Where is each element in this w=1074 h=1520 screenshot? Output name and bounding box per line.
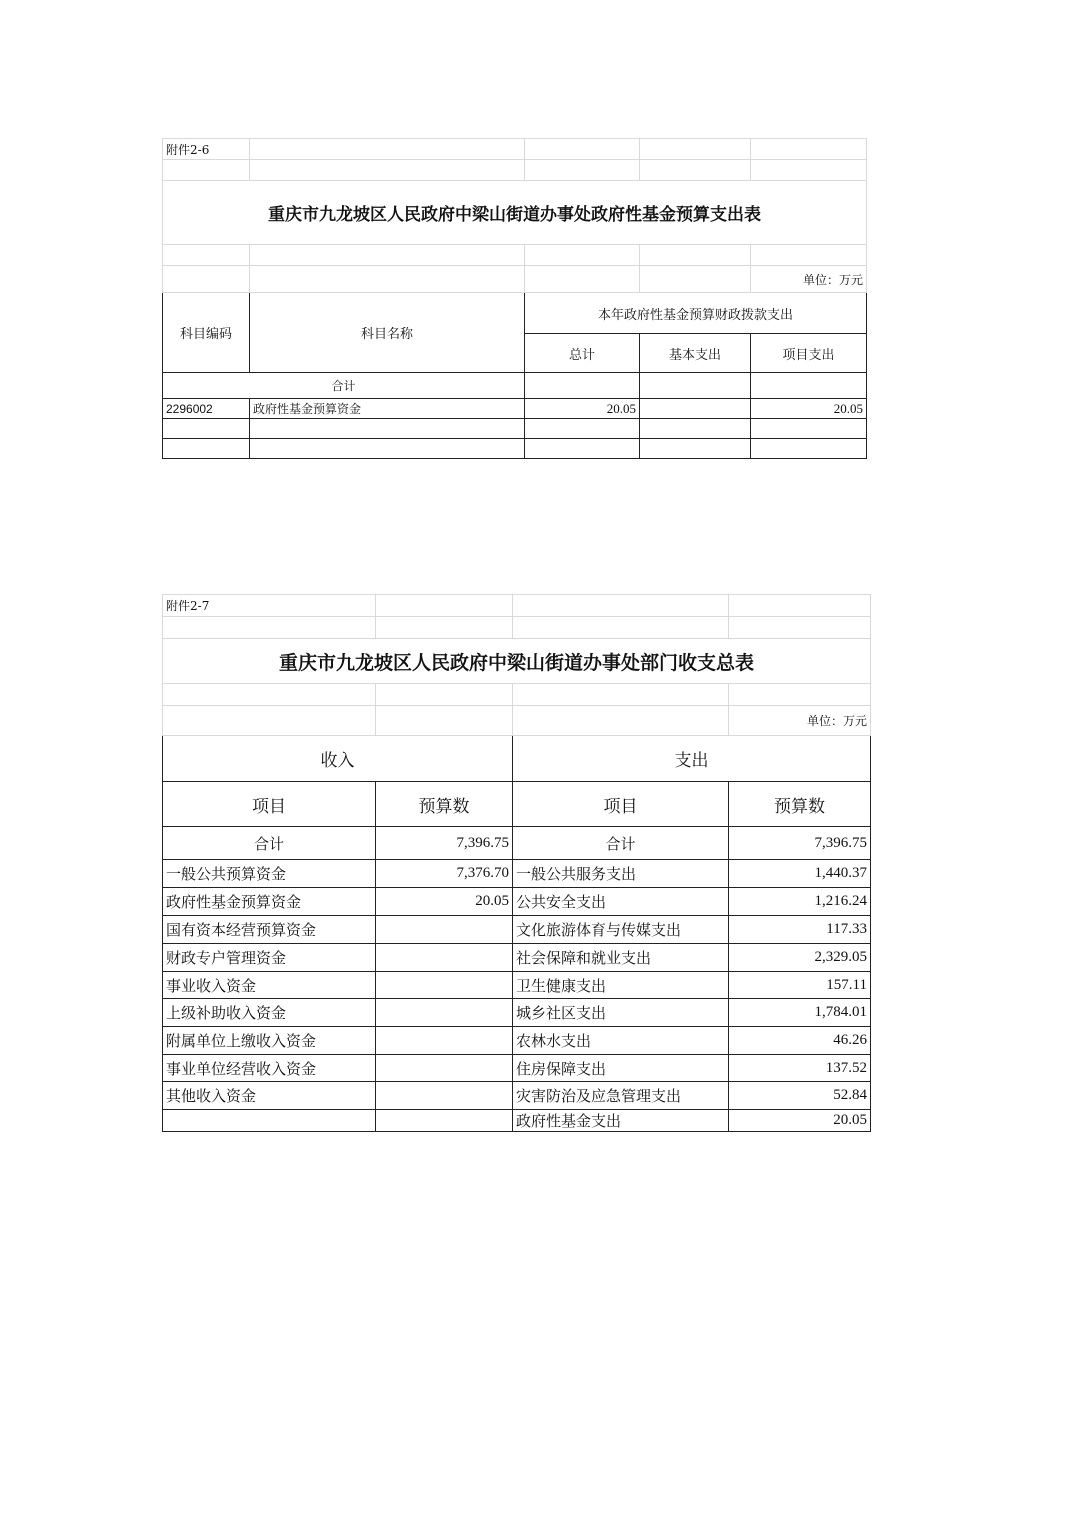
- row-code: 2296002: [163, 399, 250, 419]
- expense-item: 社会保障和就业支出: [513, 944, 729, 972]
- income-value: 7,376.70: [376, 860, 513, 888]
- income-item: 附属单位上缴收入资金: [163, 1027, 376, 1055]
- header-code: 科目编码: [163, 293, 250, 373]
- income-item: 其他收入资金: [163, 1082, 376, 1110]
- row-project: 20.05: [751, 399, 867, 419]
- row-total: 20.05: [525, 399, 640, 419]
- header-income-item: 项目: [163, 782, 376, 827]
- header-expense-budget: 预算数: [729, 782, 871, 827]
- table-row: [163, 999, 871, 1027]
- income-item: 国有资本经营预算资金: [163, 916, 376, 944]
- header-basic: 基本支出: [640, 334, 751, 373]
- expense-value: 157.11: [729, 972, 871, 999]
- expense-value: 2,329.05: [729, 944, 871, 972]
- income-value: [376, 972, 513, 999]
- income-value: [376, 944, 513, 972]
- header-income-budget: 预算数: [376, 782, 513, 827]
- table-title: 重庆市九龙坡区人民政府中梁山街道办事处政府性基金预算支出表: [163, 181, 867, 245]
- table-row: [163, 1027, 871, 1055]
- expense-total-value: 7,396.75: [729, 827, 871, 860]
- income-item: 一般公共预算资金: [163, 860, 376, 888]
- expense-value: 20.05: [729, 1110, 871, 1132]
- unit-label: 单位：万元: [729, 706, 871, 736]
- expense-item: 灾害防治及应急管理支出: [513, 1082, 729, 1110]
- table-row: [163, 972, 871, 999]
- expense-value: 117.33: [729, 916, 871, 944]
- attachment-label: 附件2-6: [163, 139, 250, 160]
- income-value: [376, 1082, 513, 1110]
- income-item: 事业收入资金: [163, 972, 376, 999]
- expense-item: 文化旅游体育与传媒支出: [513, 916, 729, 944]
- expense-item: 政府性基金支出: [513, 1110, 729, 1132]
- table-row: [163, 888, 871, 916]
- income-value: [376, 916, 513, 944]
- income-value: [376, 1055, 513, 1082]
- table-row: [163, 1110, 871, 1132]
- expense-item: 公共安全支出: [513, 888, 729, 916]
- header-group: 本年政府性基金预算财政拨款支出: [525, 293, 867, 334]
- row-basic: [640, 399, 751, 419]
- table-row: [163, 916, 871, 944]
- unit-label: 单位：万元: [751, 266, 867, 293]
- income-item: 财政专户管理资金: [163, 944, 376, 972]
- expense-total-label: 合计: [513, 827, 729, 860]
- expense-item: 一般公共服务支出: [513, 860, 729, 888]
- expense-value: 52.84: [729, 1082, 871, 1110]
- income-item: [163, 1110, 376, 1132]
- expense-item: 城乡社区支出: [513, 999, 729, 1027]
- income-expense-summary-table: [162, 594, 871, 1132]
- total-label: 合计: [163, 373, 525, 399]
- header-total: 总计: [525, 334, 640, 373]
- attachment-label: 附件2-7: [163, 595, 376, 617]
- table-row: [163, 399, 867, 419]
- expense-item: 卫生健康支出: [513, 972, 729, 999]
- expense-item: 住房保障支出: [513, 1055, 729, 1082]
- table-row: [163, 1055, 871, 1082]
- expense-value: 1,216.24: [729, 888, 871, 916]
- header-expense-item: 项目: [513, 782, 729, 827]
- income-item: 上级补助收入资金: [163, 999, 376, 1027]
- income-value: [376, 999, 513, 1027]
- table-row: [163, 1082, 871, 1110]
- income-total-value: 7,396.75: [376, 827, 513, 860]
- expense-value: 1,440.37: [729, 860, 871, 888]
- row-name: 政府性基金预算资金: [250, 399, 525, 419]
- header-name: 科目名称: [250, 293, 525, 373]
- expense-value: 46.26: [729, 1027, 871, 1055]
- income-item: 政府性基金预算资金: [163, 888, 376, 916]
- income-value: [376, 1110, 513, 1132]
- header-expense: 支出: [513, 736, 871, 782]
- income-value: 20.05: [376, 888, 513, 916]
- header-income: 收入: [163, 736, 513, 782]
- income-total-label: 合计: [163, 827, 376, 860]
- expense-value: 137.52: [729, 1055, 871, 1082]
- table-row: [163, 860, 871, 888]
- table-row: [163, 944, 871, 972]
- fund-budget-expense-table: [162, 138, 867, 459]
- table-title: 重庆市九龙坡区人民政府中梁山街道办事处部门收支总表: [163, 639, 871, 684]
- expense-value: 1,784.01: [729, 999, 871, 1027]
- income-value: [376, 1027, 513, 1055]
- header-project: 项目支出: [751, 334, 867, 373]
- expense-item: 农林水支出: [513, 1027, 729, 1055]
- total-row: [163, 827, 871, 860]
- income-item: 事业单位经营收入资金: [163, 1055, 376, 1082]
